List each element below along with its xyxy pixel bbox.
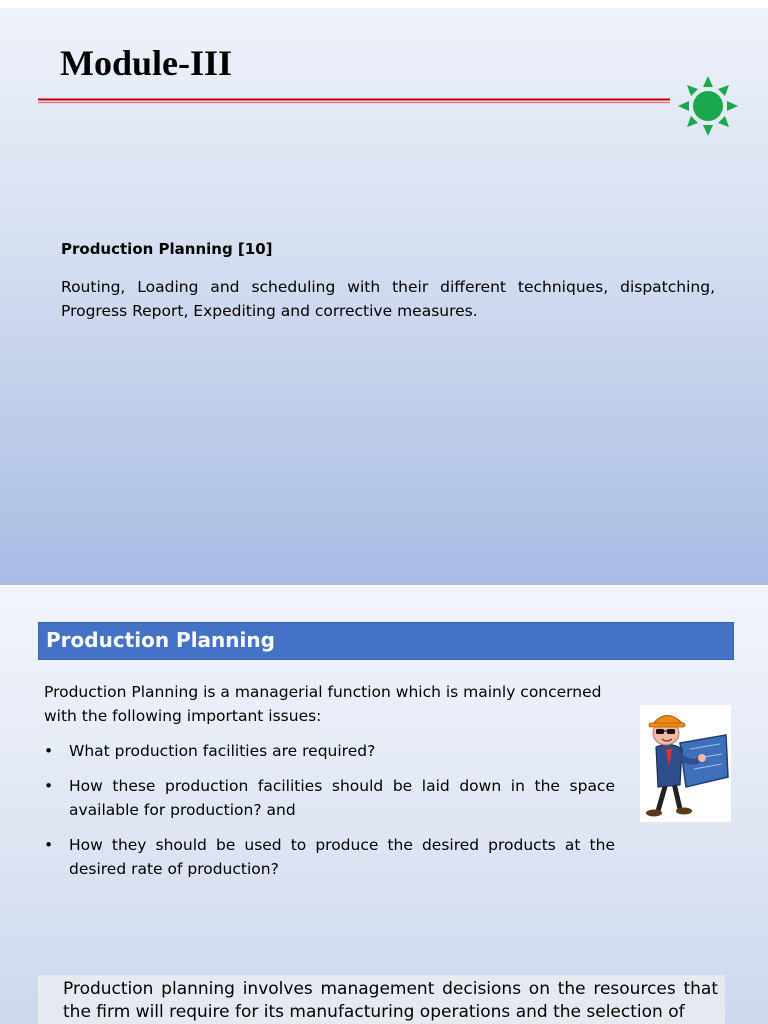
bullet: • (44, 742, 54, 760)
slide-1 (0, 8, 768, 585)
summary-text: Production planning involves management decisions on the resources that the firm will require for its manufacturing operations and the selection of (63, 979, 718, 1022)
bullet: • (44, 777, 54, 795)
slide-title: Module-III (60, 43, 233, 83)
worker-figure (640, 705, 731, 822)
title-divider (38, 98, 670, 104)
sun-icon (676, 74, 740, 138)
slide-header-title: Production Planning (46, 628, 275, 652)
slide-header-bar (38, 622, 734, 660)
worker-figure-icon (640, 705, 731, 822)
list-item (44, 833, 615, 881)
list-item-text: What production facilities are required? (69, 742, 376, 760)
list-item (44, 739, 615, 763)
list-item (44, 774, 615, 822)
summary-box (38, 975, 725, 1024)
section-heading: Production Planning [10] (61, 240, 273, 258)
list-item-text: How these production facilities should be laid down in the space available for production? and (69, 777, 615, 819)
bullet: • (44, 836, 54, 854)
slide-2 (0, 587, 768, 1024)
issue-list (44, 739, 615, 892)
list-item-text: How they should be used to produce the desired products at the desired rate of production? (69, 836, 615, 878)
intro-paragraph: Production Planning is a managerial function which is mainly concerned with the following important issues: (44, 683, 602, 725)
section-body: Routing, Loading and scheduling with their different techniques, dispatching, Progress Report, Expediting and corrective measures. (61, 278, 715, 320)
